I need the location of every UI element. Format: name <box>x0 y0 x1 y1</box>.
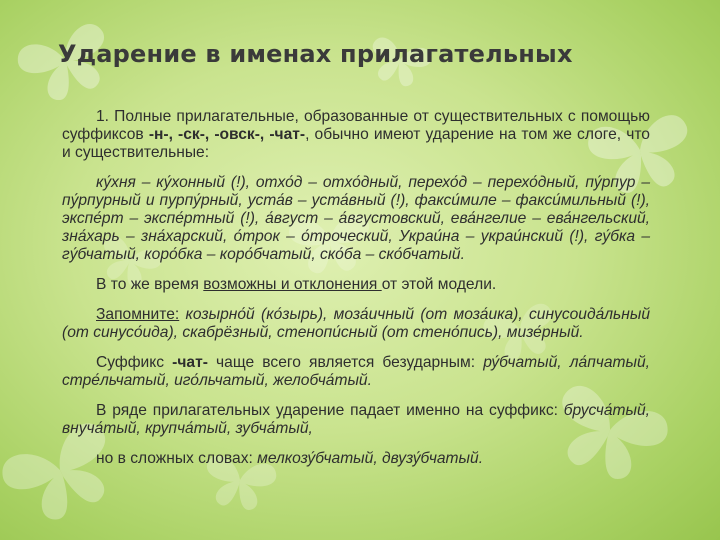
paragraph-deviations <box>62 276 650 294</box>
suffix-text-start: Суффикс <box>96 354 173 371</box>
rule-suffixes: -н-, -ск-, -овск-, -чат- <box>148 126 306 143</box>
stressed-examples: брусча́тый, внуча́тый, крупча́тый, зубча́тый, <box>62 402 650 437</box>
paragraph-suffix-chat <box>62 354 650 390</box>
rule-text-end: , обычно имеют ударение на том же слоге, что и существительные: <box>62 126 650 161</box>
remember-label: Запомните: <box>96 306 180 323</box>
compound-examples: мелкозу́бчатый, двузу́бчатый. <box>257 450 484 467</box>
suffix-examples: ру́бчатый, ла́пчатый, стре́льчатый, иго́льчатый, желобча́тый. <box>62 354 650 389</box>
suffix-text-mid: чаще всего является безударным: <box>207 354 484 371</box>
rule-text-start: 1. Полные прилагательные, образованные от существительных с помощью суффиксов <box>62 108 650 143</box>
paragraph-stressed-suffix <box>62 402 650 438</box>
deviations-end: от этой модели. <box>381 276 497 293</box>
paragraph-rule <box>62 108 650 162</box>
slide-title: Ударение в именах прилагательных <box>58 40 573 68</box>
deviations-start: В то же время <box>96 276 204 293</box>
suffix-chat: -чат- <box>172 354 208 371</box>
paragraph-compound <box>62 450 650 468</box>
paragraph-remember <box>62 306 650 342</box>
examples-text: ку́хня – ку́хонный (!), отхо́д – отхо́дный, перехо́д – перехо́дный, пу́рпур – пу́рпурный и пурпу́рный, уста́в – уста́вный (!), факси́миле – факси́мильный (!), экспе́рт – экспе́ртный (!), а́вгуст – а́вгустовский, ева́нгелие – ева́нгельский, зна́харь – зна́харский, о́трок – о́троческий, Украи́на – украи́нский (!), гу́бка – гу́бчатый, коро́бка – коро́бчатый, ско́ба – ско́бчатый. <box>62 174 650 263</box>
slide-body <box>62 108 650 468</box>
stressed-text: В ряде прилагательных ударение падает именно на суффикс: <box>96 402 564 419</box>
paragraph-examples <box>62 174 650 264</box>
remember-text: козырно́й (ко́зырь), моза́ичный (от моза́ика), синусоида́льный (от синусо́ида), скабрёзный, стенопи́сный (от стено́пись), мизе́рный. <box>62 306 650 341</box>
deviations-underlined: возможны и отклонения <box>203 276 382 293</box>
compound-text: но в сложных словах: <box>96 450 258 467</box>
